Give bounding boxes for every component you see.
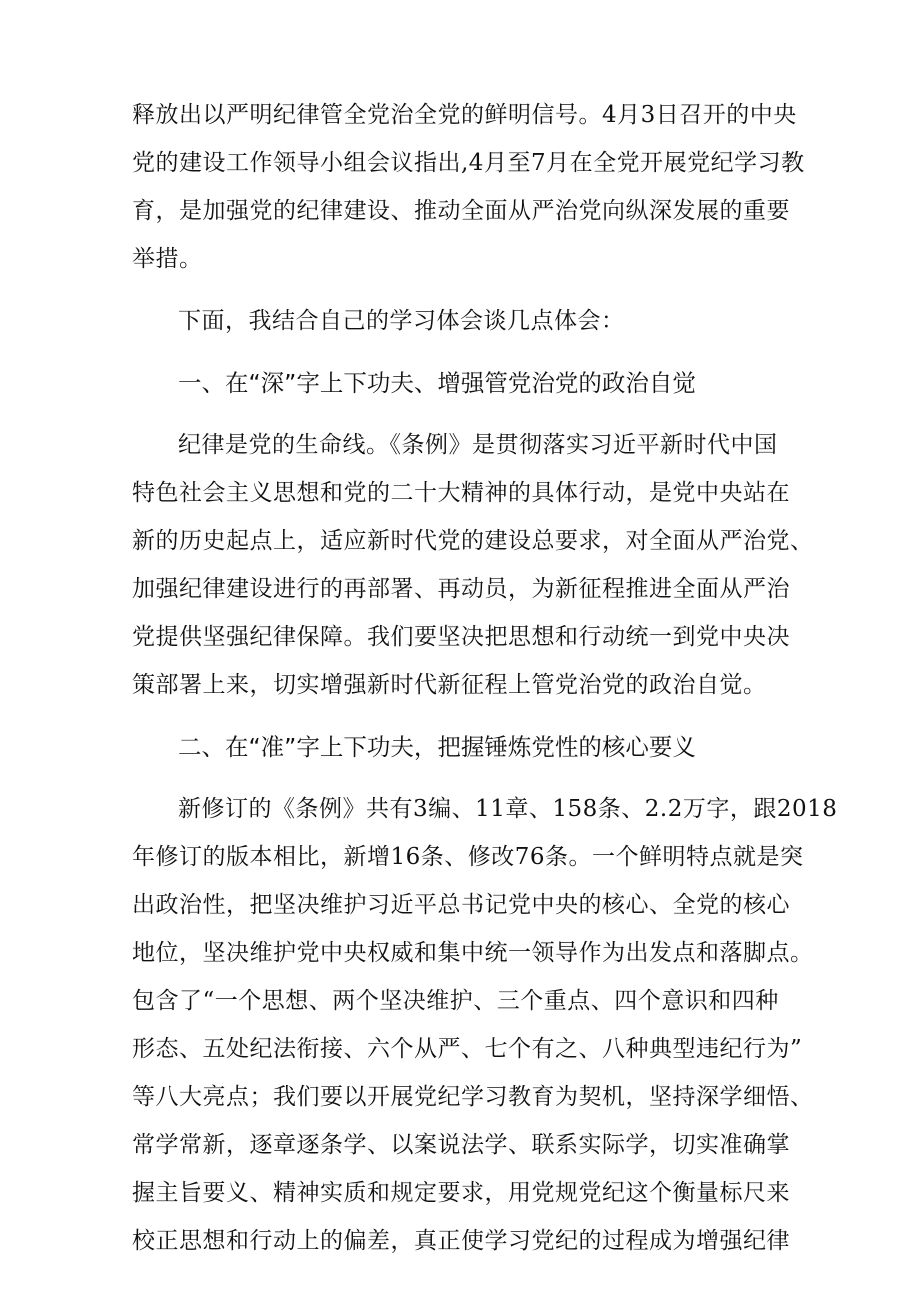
text-line: 校正思想和行动上的偏差，真正使学习党纪的过程成为增强纪律 [132, 1228, 790, 1254]
text-line: 策部署上来，切实增强新时代新征程上管党治党的政治自觉。 [132, 672, 767, 698]
lead-in-paragraph: 下面，我结合自己的学习体会谈几点体会： [178, 308, 625, 334]
text-line: 新修订的《条例》共有3编、11章、158条、2.2万字，跟2018 [178, 796, 838, 822]
text-line: 党的建设工作领导小组会议指出,4月至7月在全党开展党纪学习教 [132, 150, 805, 176]
text-line: 纪律是党的生命线。《条例》是贯彻落实习近平新时代中国 [178, 432, 778, 458]
text-line: 加强纪律建设进行的再部署、再动员，为新征程推进全面从严治 [132, 576, 790, 602]
text-line: 包含了“一个思想、两个坚决维护、三个重点、四个意识和四种 [132, 988, 779, 1014]
text-line: 年修订的版本相比，新增16条、修改76条。一个鲜明特点就是突 [132, 844, 804, 870]
section-2-paragraph [132, 785, 838, 1265]
text-line: 等八大亮点；我们要以开展党纪学习教育为契机，坚持深学细悟、 [132, 1084, 814, 1110]
text-line: 育，是加强党的纪律建设、推动全面从严治党向纵深发展的重要 [132, 198, 790, 224]
intro-paragraph [132, 91, 805, 283]
text-line: 新的历史起点上，适应新时代党的建设总要求，对全面从严治党、 [132, 528, 814, 554]
text-line: 释放出以严明纪律管全党治全党的鲜明信号。4月3日召开的中央 [132, 102, 797, 128]
section-1-heading: 一、在“深”字上下功夫、增强管党治党的政治自觉 [178, 369, 696, 397]
text-line: 特色社会主义思想和党的二十大精神的具体行动，是党中央站在 [132, 480, 790, 506]
section-1-paragraph [132, 421, 814, 709]
text-line: 常学常新，逐章逐条学、以案说法学、联系实际学，切实准确掌 [132, 1132, 790, 1158]
text-line: 形态、五处纪法衔接、六个从严、七个有之、八种典型违纪行为” [132, 1036, 803, 1062]
text-line: 地位，坚决维护党中央权威和集中统一领导作为出发点和落脚点。 [132, 940, 814, 966]
document-body [132, 91, 838, 1265]
text-line: 出政治性，把坚决维护习近平总书记党中央的核心、全党的核心 [132, 892, 790, 918]
text-line: 党提供坚强纪律保障。我们要坚决把思想和行动统一到党中央决 [132, 624, 790, 650]
text-line: 举措。 [132, 246, 203, 272]
section-2-heading: 二、在“准”字上下功夫，把握锤炼党性的核心要义 [178, 733, 696, 761]
text-line: 握主旨要义、精神实质和规定要求，用党规党纪这个衡量标尺来 [132, 1180, 790, 1206]
